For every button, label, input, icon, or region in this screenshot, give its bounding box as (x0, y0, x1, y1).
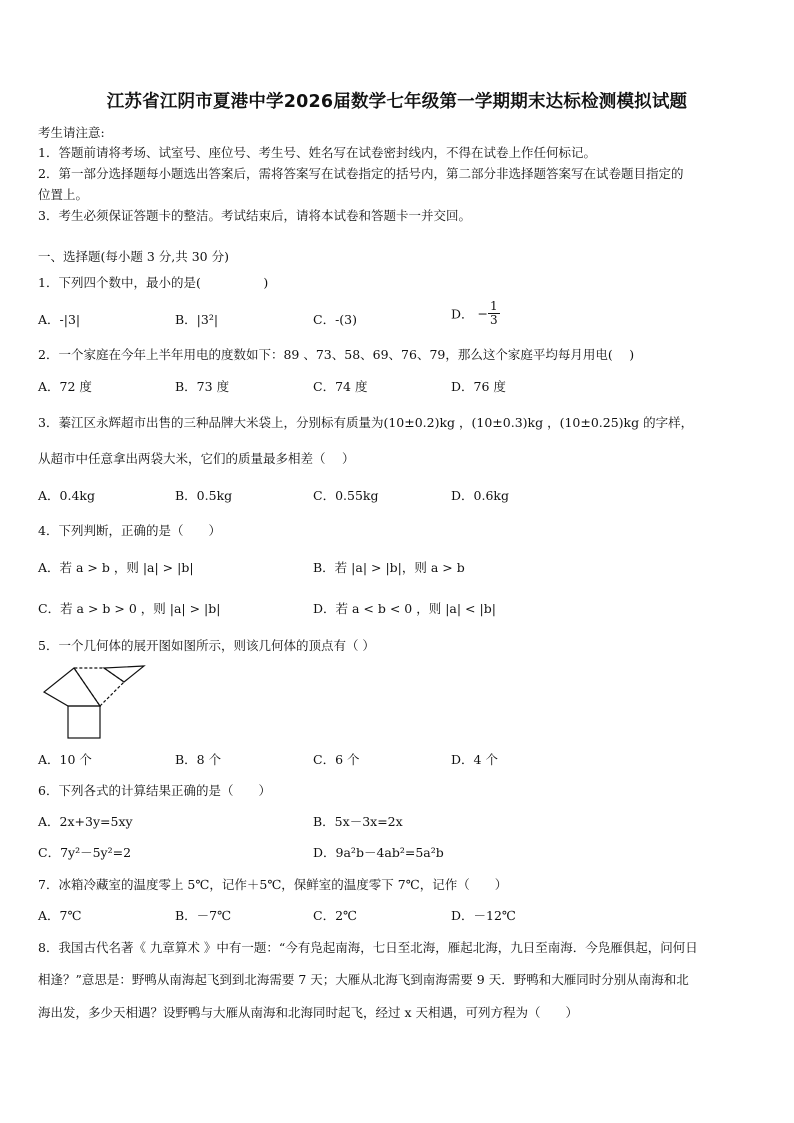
net-triangle (104, 666, 144, 682)
q4-option-b: B．若 |a| > |b|，则 a > b (313, 560, 465, 575)
net-left-square (44, 668, 100, 706)
q1-option-d (451, 300, 500, 327)
q6-option-c: C．7y²－5y²=2 (38, 845, 132, 860)
net-right-square (74, 668, 124, 706)
q1-option-a: A．-|3| (38, 312, 81, 327)
q3-option-d: D．0.6kg (451, 488, 509, 503)
question-3-stem-cont: 从超市中任意拿出两袋大米，它们的质量最多相差（ ） (38, 451, 355, 466)
notice-item: 1．答题前请将考场、试室号、座位号、考生号、姓名写在试卷密封线内，不得在试卷上作任何标记。 (38, 145, 596, 160)
q7-option-d: D．－12℃ (451, 908, 516, 923)
q4-option-d: D．若 a < b < 0 ，则 |a| < |b| (313, 601, 496, 616)
q4-option-a: A．若 a > b ，则 |a| > |b| (38, 560, 194, 575)
question-2-stem: 2．一个家庭在今年上半年用电的度数如下：89 、73、58、69、76、79，那么这个家庭平均每月用电( ) (38, 347, 635, 362)
q3-option-a: A．0.4kg (38, 488, 95, 503)
notice-item: 3．考生必须保证答题卡的整洁。考试结束后，请将本试卷和答题卡一并交回。 (38, 208, 471, 223)
net-figure (40, 662, 150, 740)
q7-option-b: B．－7℃ (175, 908, 232, 923)
notice-item: 2．第一部分选择题每小题选出答案后，需将答案写在试卷指定的括号内，第二部分非选择题答案写在试卷题目指定的 (38, 166, 684, 181)
q5-option-c: C．6 个 (313, 752, 360, 767)
question-3-stem: 3．蓁江区永辉超市出售的三种品牌大米袋上，分别标有质量为(10±0.2)kg ，(10±0.3)kg ，(10±0.25)kg 的字样， (38, 415, 694, 430)
question-5-stem: 5．一个几何体的展开图如图所示，则该几何体的顶点有（ ） (38, 638, 375, 653)
q1-option-c: C．-(3) (313, 312, 357, 327)
q5-option-a: A．10 个 (38, 752, 92, 767)
question-6-stem: 6．下列各式的计算结果正确的是（ ） (38, 783, 271, 798)
q7-option-a: A．7℃ (38, 908, 82, 923)
q1-option-d-label: D． (451, 306, 474, 322)
question-8-stem-cont: 海出发，多少天相遇？设野鸭与大雁从南海和北海同时起飞，经过 x 天相遇，可列方程为（ ） (38, 1005, 578, 1020)
q1-option-b: B．|3²| (175, 312, 219, 327)
question-8-stem: 8．我国古代名著《 九章算术 》中有一题：“今有凫起南海，七日至北海，雁起北海，九日至南海．今凫雁俱起，问何日 (38, 940, 698, 955)
q2-option-a: A．72 度 (38, 379, 92, 394)
q6-option-b: B．5x－3x=2x (313, 814, 403, 829)
notice-item: 位置上。 (38, 187, 89, 202)
question-8-stem-cont: 相逢？”意思是：野鸭从南海起飞到到北海需要 7 天；大雁从北海飞到南海需要 9 天．野鸭和大雁同时分别从南海和北 (38, 972, 689, 987)
fraction-numerator: 1 (490, 299, 498, 313)
q3-option-b: B．0.5kg (175, 488, 233, 503)
question-7-stem: 7．冰箱冷藏室的温度零上 5℃，记作＋5℃，保鲜室的温度零下 7℃，记作（ ） (38, 877, 508, 892)
q5-option-b: B．8 个 (175, 752, 222, 767)
q3-option-c: C．0.55kg (313, 488, 379, 503)
net-bottom-square (68, 706, 100, 738)
q5-option-d: D．4 个 (451, 752, 498, 767)
notice-heading: 考生请注意: (38, 125, 105, 140)
section-heading: 一、选择题(每小题 3 分,共 30 分) (38, 249, 229, 264)
minus-sign: − (477, 306, 488, 321)
page-title: 江苏省江阴市夏港中学2026届数学七年级第一学期期末达标检测模拟试题 (106, 92, 688, 112)
question-4-stem: 4．下列判断，正确的是（ ） (38, 523, 221, 538)
q6-option-d: D．9a²b－4ab²=5a²b (313, 845, 444, 860)
fraction-denominator: 3 (490, 313, 498, 327)
question-1-stem: 1．下列四个数中，最小的是( ) (38, 275, 269, 290)
q7-option-c: C．2℃ (313, 908, 358, 923)
fraction (488, 300, 500, 327)
q2-option-c: C．74 度 (313, 379, 368, 394)
q6-option-a: A．2x+3y=5xy (38, 814, 133, 829)
q2-option-d: D．76 度 (451, 379, 506, 394)
q4-option-c: C．若 a > b > 0 ，则 |a| > |b| (38, 601, 221, 616)
q2-option-b: B．73 度 (175, 379, 230, 394)
